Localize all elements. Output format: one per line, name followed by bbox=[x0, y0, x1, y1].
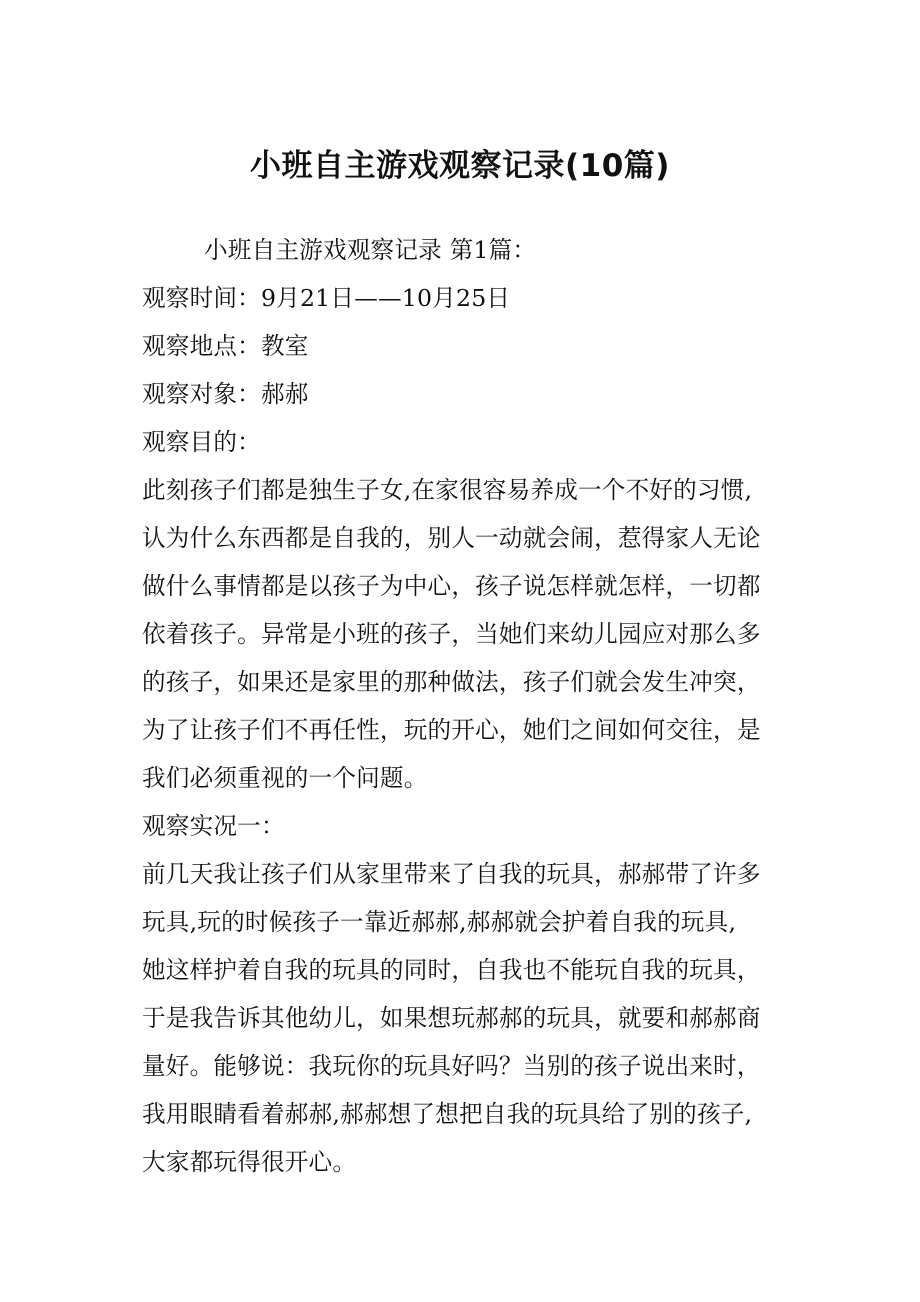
paragraph-line: 于是我告诉其他幼儿，如果想玩郝郝的玩具，就要和郝郝商 bbox=[142, 1004, 761, 1032]
paragraph-line: 量好。能够说：我玩你的玩具好吗？当别的孩子说出来时， bbox=[142, 1052, 761, 1080]
paragraph-line: 我用眼睛看着郝郝,郝郝想了想把自我的玩具给了别的孩子, bbox=[142, 1100, 753, 1128]
paragraph-line: 玩具,玩的时候孩子一靠近郝郝,郝郝就会护着自我的玩具, bbox=[142, 908, 737, 936]
paragraph-line: 依着孩子。异常是小班的孩子，当她们来幼儿园应对那么多 bbox=[142, 620, 761, 648]
document-title: 小班自主游戏观察记录(10篇) bbox=[250, 148, 670, 184]
paragraph-line: 她这样护着自我的玩具的同时，自我也不能玩自我的玩具， bbox=[142, 956, 761, 984]
paragraph-line: 做什么事情都是以孩子为中心，孩子说怎样就怎样，一切都 bbox=[142, 572, 761, 600]
observation-place: 观察地点：教室 bbox=[142, 332, 309, 360]
paragraph-line: 为了让孩子们不再任性，玩的开心，她们之间如何交往，是 bbox=[142, 716, 761, 744]
paragraph-line: 前几天我让孩子们从家里带来了自我的玩具，郝郝带了许多 bbox=[142, 860, 761, 888]
observation-time: 观察时间：9月21日——10月25日 bbox=[142, 284, 511, 312]
paragraph-line: 我们必须重视的一个问题。 bbox=[142, 764, 428, 792]
paragraph-line: 的孩子，如果还是家里的那种做法，孩子们就会发生冲突， bbox=[142, 668, 761, 696]
paragraph-line: 此刻孩子们都是独生子女,在家很容易养成一个不好的习惯, bbox=[142, 476, 753, 504]
observation-heading: 观察实况一： bbox=[142, 812, 285, 840]
purpose-heading: 观察目的： bbox=[142, 428, 261, 456]
observation-subject: 观察对象：郝郝 bbox=[142, 380, 309, 408]
section-subtitle: 小班自主游戏观察记录 第1篇： bbox=[204, 236, 537, 264]
paragraph-line: 认为什么东西都是自我的，别人一动就会闹，惹得家人无论 bbox=[142, 524, 761, 552]
document-body bbox=[142, 226, 792, 1186]
paragraph-line: 大家都玩得很开心。 bbox=[142, 1148, 357, 1176]
